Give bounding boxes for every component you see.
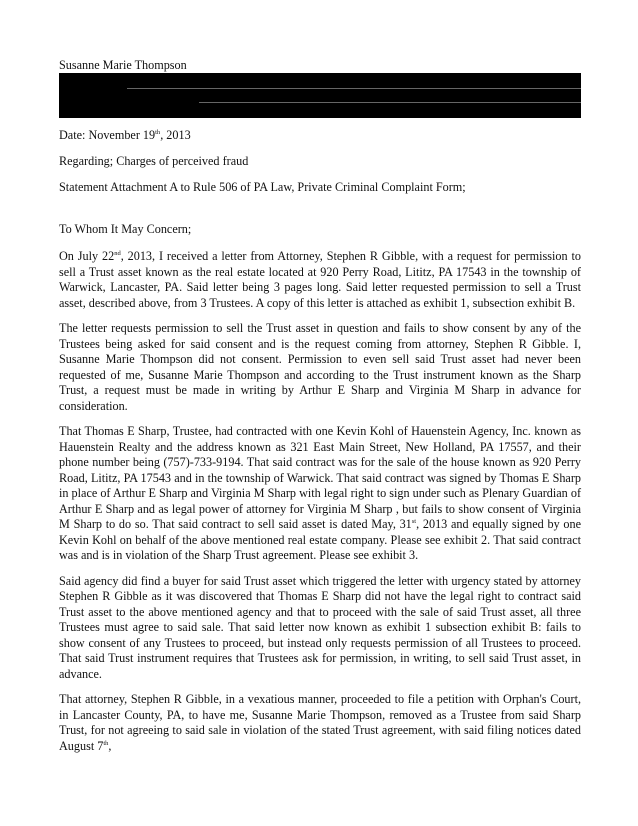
date-line <box>59 128 581 144</box>
letter-body <box>59 58 581 754</box>
redaction-seam <box>127 88 581 89</box>
statement-line: Statement Attachment A to Rule 506 of PA Law, Private Criminal Complaint Form; <box>59 180 466 194</box>
sender-name: Susanne Marie Thompson <box>59 58 187 72</box>
paragraph-5-sup: th <box>103 739 109 747</box>
date-suffix: th <box>155 129 161 136</box>
paragraph-1-text-b: , 2013, I received a letter from Attorney, Stephen R Gibble, with a request for permission to sell a Trust asset known as the real estate located at 920 Perry Road, Lititz, PA 17543 in the township of Warwick, Lancaster, PA. Said letter being 3 pages long. Said letter requested permission to sell a Trust asset, described above, from 3 Trustees. A copy of this letter is attached as exhibit 1, subsection exhibit B. <box>59 249 581 310</box>
redaction-bar <box>59 88 581 102</box>
paragraph-3-text-b: , 2013 and equally signed by one Kevin Kohl on behalf of the above mentioned real estate company. Please see exhibit 2. That said contract was and is in violation of the Sharp Trust agreement. Please see exhibit 3. <box>59 517 581 562</box>
paragraph-4: Said agency did find a buyer for said Trust asset which triggered the letter with urgency stated by attorney Stephen R Gibble as it was discovered that Thomas E Sharp did not have the legal right to contract said Trust asset to the above mentioned agency and that to proceed with the sale of said Trust asset, all three Trustees must agree to said sale. That said letter now known as exhibit 1 subsection exhibit B: fails to show consent of any Trustees to proceed, but instead only requests permission of all Trustees to proceed. That said Trust instrument requires that Trustees ask for permission, in writing, to sell said Trust asset, in advance. <box>59 573 581 681</box>
redaction-seam <box>199 102 581 103</box>
date-prefix: Date: November 19 <box>59 128 156 142</box>
paragraph-3-sup: st <box>411 518 417 525</box>
paragraph-1 <box>59 249 581 311</box>
paragraph-2: The letter requests permission to sell the Trust asset in question and fails to show consent by any of the Trustees being asked for said consent and is the request coming from attorney, Stephen R Gibble. I, Susanne Marie Thompson did not consent. Permission to even sell said Trust asset had never been requested of me, Susanne Marie Thompson and according to the Trust instrument known as the Sharp Trust, a request must be made in writing by Arthur E Sharp and Virginia M Sharp in advance for consideration. <box>59 321 581 413</box>
regarding-line: Regarding; Charges of perceived fraud <box>59 153 249 168</box>
redacted-address-block <box>59 73 581 118</box>
paragraph-5-text-b: , <box>108 738 112 753</box>
paragraph-5 <box>59 692 581 754</box>
redaction-bar <box>59 102 581 118</box>
paragraph-1-sup: nd <box>114 250 121 257</box>
paragraph-3 <box>59 424 581 564</box>
salutation: To Whom It May Concern; <box>59 221 192 236</box>
paragraph-3-text-a: That Thomas E Sharp, Trustee, had contracted with one Kevin Kohl of Hauenstein Agency, Inc. known as Hauenstein Realty and the address known as 321 East Main Street, New Holland, PA 17557, and their phone number being (757)-733-9194. That said contract was for the sale of the house known as 920 Perry Road, Lititz, PA 17543 and in the township of Warwick. That said contract was signed by Thomas E Sharp in place of Arthur E Sharp and Virginia M Sharp with legal right to sign under such as Plenary Guardian of Arthur E Sharp and as legal power of attorney for Virginia M Sharp , but fails to show consent of Virginia M Sharp to do so. That said contract to sell said asset is dated May, 31 <box>59 424 581 531</box>
date-year: , 2013 <box>160 128 191 142</box>
redaction-bar <box>59 73 581 88</box>
paragraph-5-text-a: That attorney, Stephen R Gibble, in a vexatious manner, proceeded to file a petition with Orphan's Court, in Lancaster County, PA, to have me, Susanne Marie Thompson, removed as a Trustee from said Sharp Trust, for not agreeing to said sale in violation of the stated Trust agreement, with said filing notices dated August 7 <box>59 692 581 753</box>
paragraph-1-text-a: On July 22 <box>59 249 115 263</box>
